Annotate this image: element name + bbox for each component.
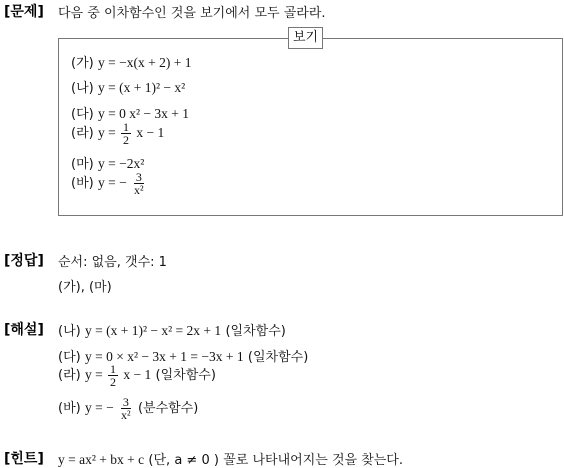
choice-expr: y = −2x²: [98, 156, 145, 171]
fraction-denominator: x²: [134, 183, 144, 197]
hint-line: [58, 449, 403, 468]
solution-label: (라): [58, 368, 81, 383]
fraction-numerator: 1: [123, 120, 130, 134]
answer-meta: 순서: 없음, 갯수: 1: [58, 255, 167, 270]
solution-note: (분수함수): [137, 401, 199, 416]
choice-box: [58, 30, 563, 216]
problem-tag: [문제]: [4, 4, 44, 20]
choice-expr: y = 0 x² − 3x + 1: [98, 106, 190, 121]
solution-line: [58, 363, 216, 388]
fraction-numerator: 1: [110, 362, 117, 376]
solution-note: (일차함수): [247, 350, 309, 365]
fraction: [108, 363, 118, 388]
choice-label: (바): [71, 176, 94, 191]
answer-tag: [정답]: [4, 253, 44, 269]
fraction: [119, 396, 133, 421]
solution-expr: y = (x + 1)² − x² = 2x + 1: [85, 323, 222, 338]
choice-label: (라): [71, 126, 94, 141]
fraction: [121, 121, 131, 146]
choice-expr: y = (x + 1)² − x²: [98, 80, 186, 95]
solution-note: (일차함수): [155, 368, 216, 383]
solution-note: (일차함수): [225, 324, 286, 339]
solution-label: (다): [58, 350, 81, 365]
choice-expr-lhs: y =: [98, 125, 116, 140]
fraction-numerator: 3: [122, 395, 129, 409]
solution-tag: [해설]: [4, 322, 44, 338]
choice-na: [71, 77, 185, 96]
fraction-denominator: x²: [121, 408, 131, 422]
choice-label: (마): [71, 157, 94, 172]
hint-tag: [힌트]: [4, 451, 44, 467]
choice-ga: [71, 52, 191, 71]
choice-expr: y = −x(x + 2) + 1: [98, 55, 192, 70]
hint-text: 꼴로 나타내어지는 것을 찾는다.: [223, 453, 404, 468]
choice-expr-lhs: y = −: [98, 175, 127, 190]
fraction-numerator: 3: [135, 170, 142, 184]
solution-expr-rhs: x − 1: [123, 367, 152, 382]
solution-expr-lhs: y = −: [85, 400, 114, 415]
solution-label: (바): [58, 401, 81, 416]
solution-line: [58, 396, 198, 421]
choice-da: [71, 103, 189, 122]
answer-value: (가), (마): [58, 280, 112, 295]
choice-ma: [71, 153, 144, 172]
solution-label: (나): [58, 324, 81, 339]
solution-line: [58, 320, 286, 339]
choice-ra: [71, 121, 164, 146]
problem-question: 다음 중 이차함수인 것을 보기에서 모두 골라라.: [58, 6, 326, 21]
hint-expr: y = ax² + bx + c: [58, 452, 145, 467]
choice-label: (나): [71, 81, 94, 96]
choice-ba: [71, 171, 147, 196]
fraction-denominator: 2: [123, 133, 130, 147]
fraction-denominator: 2: [110, 375, 117, 389]
hint-condition: (단, a ≠ 0 ): [148, 453, 219, 468]
box-label: 보기: [288, 27, 323, 49]
solution-expr: y = 0 × x² − 3x + 1 = −3x + 1: [85, 349, 244, 364]
choice-label: (가): [71, 56, 94, 71]
fraction: [132, 171, 146, 196]
solution-expr-lhs: y =: [85, 367, 103, 382]
choice-label: (다): [71, 107, 94, 122]
choice-expr-rhs: x − 1: [136, 125, 165, 140]
